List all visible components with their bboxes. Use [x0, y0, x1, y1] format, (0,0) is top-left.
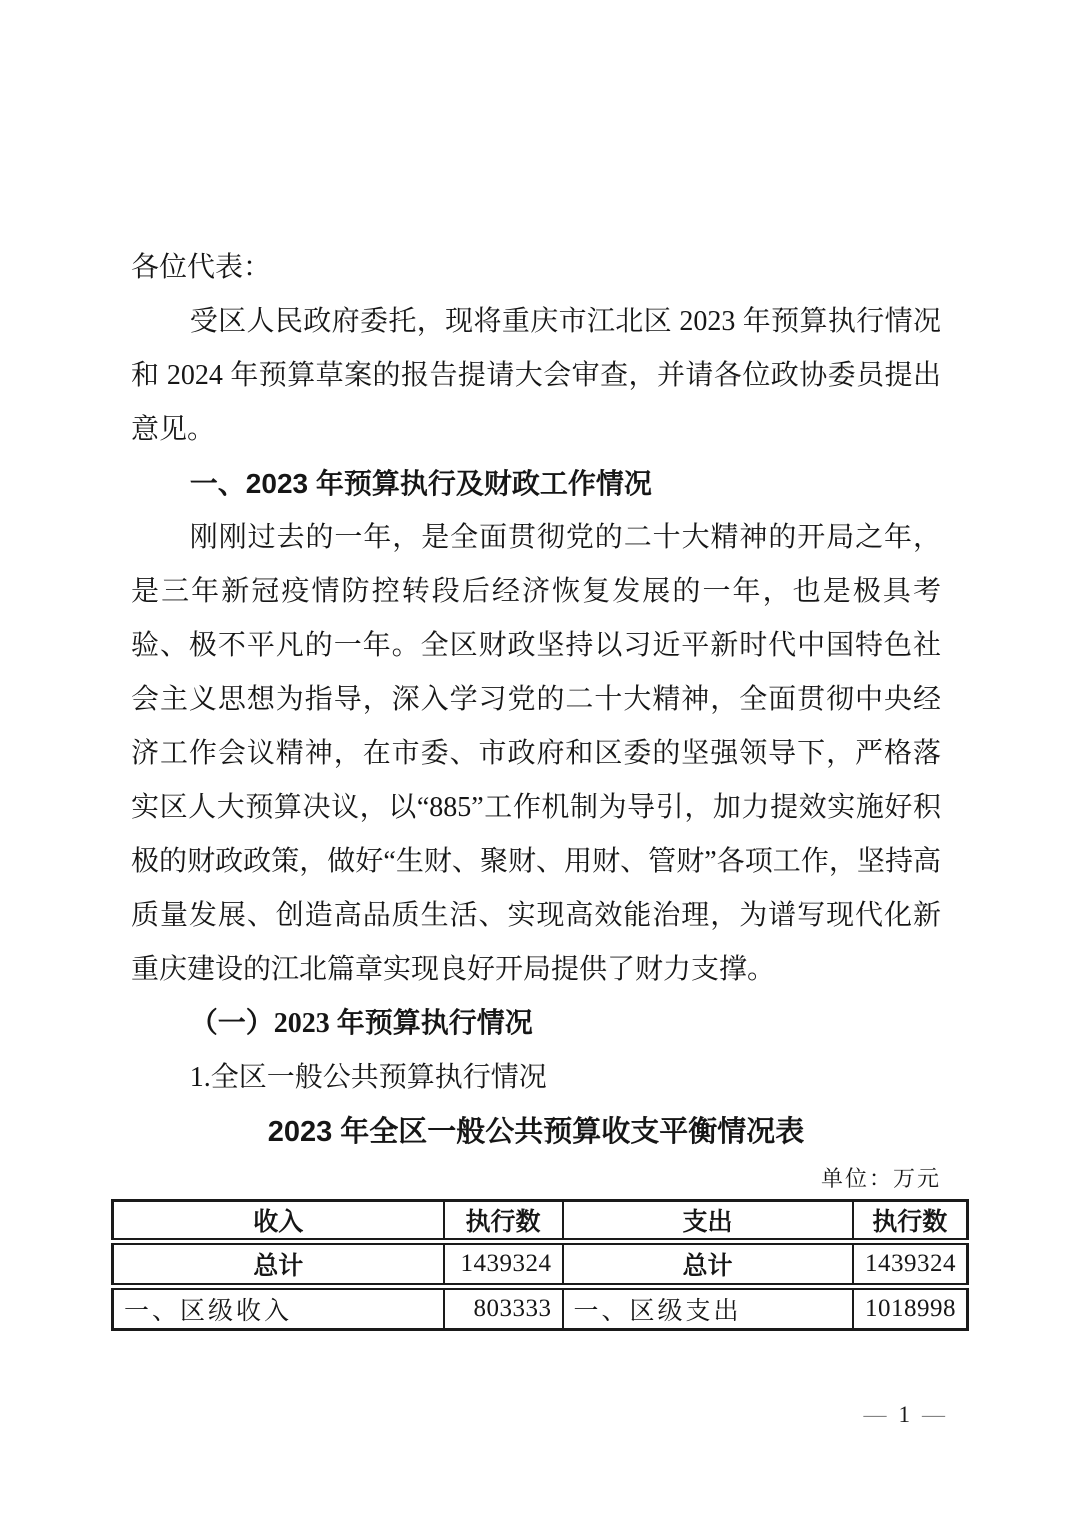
total-expense-value: 1439324: [853, 1242, 968, 1287]
header-expense-actual: 执行数: [853, 1201, 968, 1242]
intro-paragraph: 受区人民政府委托，现将重庆市江北区 2023 年预算执行情况和 2024 年预算草案的报告提请大会审查，并请各位政协委员提出意见。: [131, 306, 941, 445]
document-content: [124, 0, 956, 1331]
review-paragraph: 刚刚过去的一年，是全面贯彻党的二十大精神的开局之年，是三年新冠疫情防控转段后经济恢复发展的一年，也是极具考验、极不平凡的一年。全区财政坚持以习近平新时代中国特色社会主义思想为指导，深入学习党的二十大精神，全面贯彻中央经济工作会议精神，在市委、市政府和区委的坚强领导下，严格落实区人大预算决议，以“885”工作机制为导引，加力提效实施好积极的财政政策，做好“生财、聚财、用财、管财”各项工作，坚持高质量发展、创造高品质生活、实现高效能治理，为谱写现代化新重庆建设的江北篇章实现良好开局提供了财力支撑。: [131, 522, 941, 985]
district-expense-value: 1018998: [853, 1287, 968, 1330]
header-income-actual: 执行数: [444, 1201, 563, 1242]
subsection-heading: （一）2023 年预算执行情况: [189, 1008, 533, 1039]
total-income-value: 1439324: [444, 1242, 563, 1287]
district-income-label: 一、区级收入: [113, 1287, 444, 1330]
total-expense-label: 总计: [563, 1242, 853, 1287]
page-number-dash-right: —: [922, 1402, 945, 1427]
table-row-district-level: [113, 1287, 968, 1330]
salutation: 各位代表：: [131, 252, 272, 283]
header-expense: 支出: [563, 1201, 853, 1242]
header-income: 收入: [113, 1201, 444, 1242]
total-income-label: 总计: [113, 1242, 444, 1287]
page-number: [864, 1400, 946, 1430]
table-header-row: [113, 1201, 968, 1242]
page-number-value: 1: [898, 1402, 910, 1427]
table-unit-label: 单位：万元: [820, 1166, 941, 1191]
section-heading: 一、2023 年预算执行及财政工作情况: [189, 468, 652, 499]
page-number-dash-left: —: [863, 1402, 887, 1427]
budget-balance-table: [111, 1199, 969, 1331]
table-row-total: [113, 1242, 968, 1287]
district-income-value: 803333: [444, 1287, 563, 1330]
table-title: 2023 年全区一般公共预算收支平衡情况表: [267, 1116, 805, 1148]
item-heading: 1.全区一般公共预算执行情况: [189, 1062, 547, 1093]
district-expense-label: 一、区级支出: [563, 1287, 853, 1330]
